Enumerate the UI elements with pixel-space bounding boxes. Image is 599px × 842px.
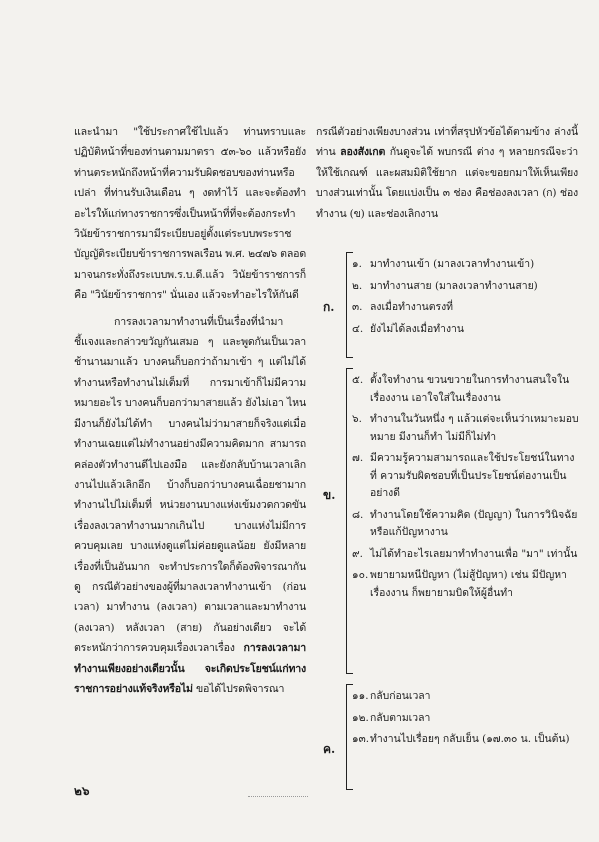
group-label-ko: ก. [323, 300, 335, 314]
group-items-ko [352, 256, 580, 342]
item-text: กลับก่อนเวลา [370, 690, 431, 702]
item-number: ๕. [352, 374, 364, 386]
item-number: ๑๑. [352, 690, 369, 702]
list-item [352, 278, 580, 296]
item-number: ๑๐. [352, 569, 369, 581]
item-number: ๑๒. [352, 711, 369, 724]
group-items-kho [352, 372, 580, 606]
item-text: ไม่ได้ทำอะไรเลยมาทำทำงานเพื่อ "มา" เท่านั้น [370, 547, 578, 560]
list-item [352, 710, 580, 728]
item-text: ยังไม่ได้ลงเมื่อทำงาน [370, 322, 464, 335]
group-label-kho: ข. [323, 488, 336, 502]
list-item [352, 372, 580, 407]
item-number: ๑. [352, 258, 362, 270]
left-column [74, 122, 306, 699]
item-text: มาทำงานสาย (มาลงเวลาทำงานสาย) [370, 279, 538, 292]
item-number: ๔. [352, 322, 364, 335]
item-text: ทำงานในวันหนึ่ง ๆ แล้วแต่จะเห็นว่าเหมาะมอบหมาย มีงานก็ทำ ไม่มีก็ไม่ทำ [370, 413, 579, 443]
item-text: กลับตามเวลา [370, 711, 431, 724]
item-number: ๗. [352, 452, 364, 464]
paragraph-time-recording-bold: การลงเวลามาทำงานเพียงอย่างเดียวนั้น จะเกิดประโยชน์แก่ทางราชการอย่างแท้จริงหรือไม่ [74, 642, 306, 695]
list-item [352, 321, 580, 339]
right-column [316, 122, 578, 224]
right-intro-bold: ลองสังเกต [340, 146, 386, 159]
paragraph-time-recording-text: การลงเวลามาทำงานที่เป็นเรื่องที่นำมาชี้แจงและกล่าวขวัญกันเสมอ ๆ และพูดกันเป็นเวลาช้านานมาแล้ว บางคนก็บอกว่าถ้ามาเข้า ๆ แต่ไม่ได้ทำงานหรือทำงานไม่เต็มที่ การมาเข้าก็ไม่มีความหมายอะไร บางคนก็บอกว่ามาสายแล้ว ยังไม่เอา ไหนมีงานก็ยังไม่ได้ทำ บางคนไม่ว่ามาสายก็จริงแต่เมื่อทำงานเฉยแต่ไม่ทำงานอย่างมีความคิดมาก สามารถคล่องตัวทำงานดีไปเองมือ และยังกลับบ้านเวลาเลิกงานไปแล้วเลิกอีก บ้างก็บอกว่าบางคนเฉื่อยชามาก ทำงานไปไม่เต็มที่ หน่วยงานบางแห่งเข้มงวดกวดขันเรื่องลงเวลาทำงานมากเกินไป บางแห่งไม่มีการควบคุมเลย บางแห่งดูแต่ไม่ค่อยดูแลน้อย ยังมีหลายเรื่องที่เป็นอันมาก จะทำประการใดก็ต้องพิจารณากันดู กรณีตัวอย่างของผู้ที่มาลงเวลาทำงานเข้า (ก่อนเวลา) มาทำงาน (ลงเวลา) ตามเวลาและมาทำงาน (ลงเวลา) หลังเวลา (สาย) กันอย่างเดียว จะได้ตระหนักว่าการควบคุมเรื่องเวลาเรื่อง [74, 315, 306, 655]
item-number: ๖. [352, 413, 362, 425]
item-text: มาทำงานเข้า (มาลงเวลาทำงานเข้า) [370, 258, 535, 270]
list-item [352, 688, 580, 706]
page-number: ๒๖ [74, 784, 90, 798]
item-number: ๘. [352, 508, 364, 521]
list-item [352, 731, 580, 749]
paragraph-intro [74, 122, 306, 306]
group-label-kho-khwai: ค. [323, 742, 336, 756]
item-text: พยายามหนีปัญหา (ไม่สู้ปัญหา) เช่น มีปัญหาเรื่องงาน ก็พยายามบิดให้ผู้อื่นทำ [370, 569, 567, 599]
item-text: ตั้งใจทำงาน ขวนขวายในการทำงานสนใจในเรื่องงาน เอาใจใส่ในเรื่องงาน [370, 374, 570, 404]
item-number: ๓. [352, 301, 363, 313]
scan-artifact [248, 796, 308, 801]
list-item [352, 546, 580, 564]
list-item [352, 256, 580, 274]
list-item [352, 411, 580, 446]
paragraph-time-recording [74, 312, 306, 700]
right-intro-paragraph [316, 122, 578, 224]
list-item [352, 299, 580, 317]
right-intro-end: กันดูจะได้ พบกรณี ต่าง ๆ หลายกรณีจะว่าให้ใช้เกณฑ์ และผสมมิติใช้ยาก แต่จะขอยกมาให้เห็นเพียงบางส่วนเท่านั้น โดยแบ่งเป็น ๓ ช่อง คือช่องลงเวลา (ก) ช่องทำงาน (ข) และช่องเลิกงาน [316, 146, 578, 220]
item-number: ๑๓. [352, 733, 370, 745]
item-text: มีความรู้ความสามารถและใช้ประโยชน์ในทางที่ ความรับผิดชอบที่เป็นประโยชน์ต่องานเป็นอย่างดี [370, 452, 575, 499]
item-number: ๒. [352, 279, 363, 292]
list-item [352, 507, 580, 542]
item-text: ทำงานไปเรื่อยๆ กลับเย็น (๑๗.๓๐ น. เป็นต้น) [370, 733, 570, 745]
item-number: ๙. [352, 547, 363, 560]
right-intro-text: กรณีตัวอย่างเพียงบางส่วน เท่าที่สรุปหัวข้อได้ตามข้าง ล่างนี้ ท่าน [316, 126, 578, 159]
item-text: ทำงานโดยใช้ความคิด (ปัญญา) ในการวินิจฉัยหรือแก้ปัญหางาน [370, 508, 578, 538]
group-items-kho-khwai [352, 688, 580, 753]
list-item [352, 567, 580, 602]
paragraph-time-recording-end: ขอได้ไปรดพิจารณา [192, 682, 285, 695]
item-text: ลงเมื่อทำงานตรงที่ [370, 301, 454, 313]
list-item [352, 450, 580, 503]
paragraph-intro-text: และนำมา "ใช้ประกาศใช้ไปแล้ว ท่านทราบและปฏิบัติหน้าที่ของท่านตามมาตรา ๕๓-๖๐ แล้วหรือยัง ท่านตระหนักถึงหน้าที่ความรับผิดชอบของท่านหรือเปล่า ที่ท่านรับเงินเดือน ๆ งดทำไว้ และจะต้องทำอะไรให้แก่ทางราชการซึ่งเป็นหน้าที่ที่จะต้องกระทำ วินัยข้าราชการมามีระเบียบอยู่ตั้งแต่ระบบพระราชบัญญัติระเบียบข้าราชการพลเรือน พ.ศ. ๒๔๗๖ ตลอดมาจนกระทั่งถึงระเบบพ.ร.บ.ดี.แล้ว วินัยข้าราชการก็คือ "วินัยข้าราชการ" นั่นเอง แล้วจะทำอะไรให้กันดี [74, 126, 306, 302]
